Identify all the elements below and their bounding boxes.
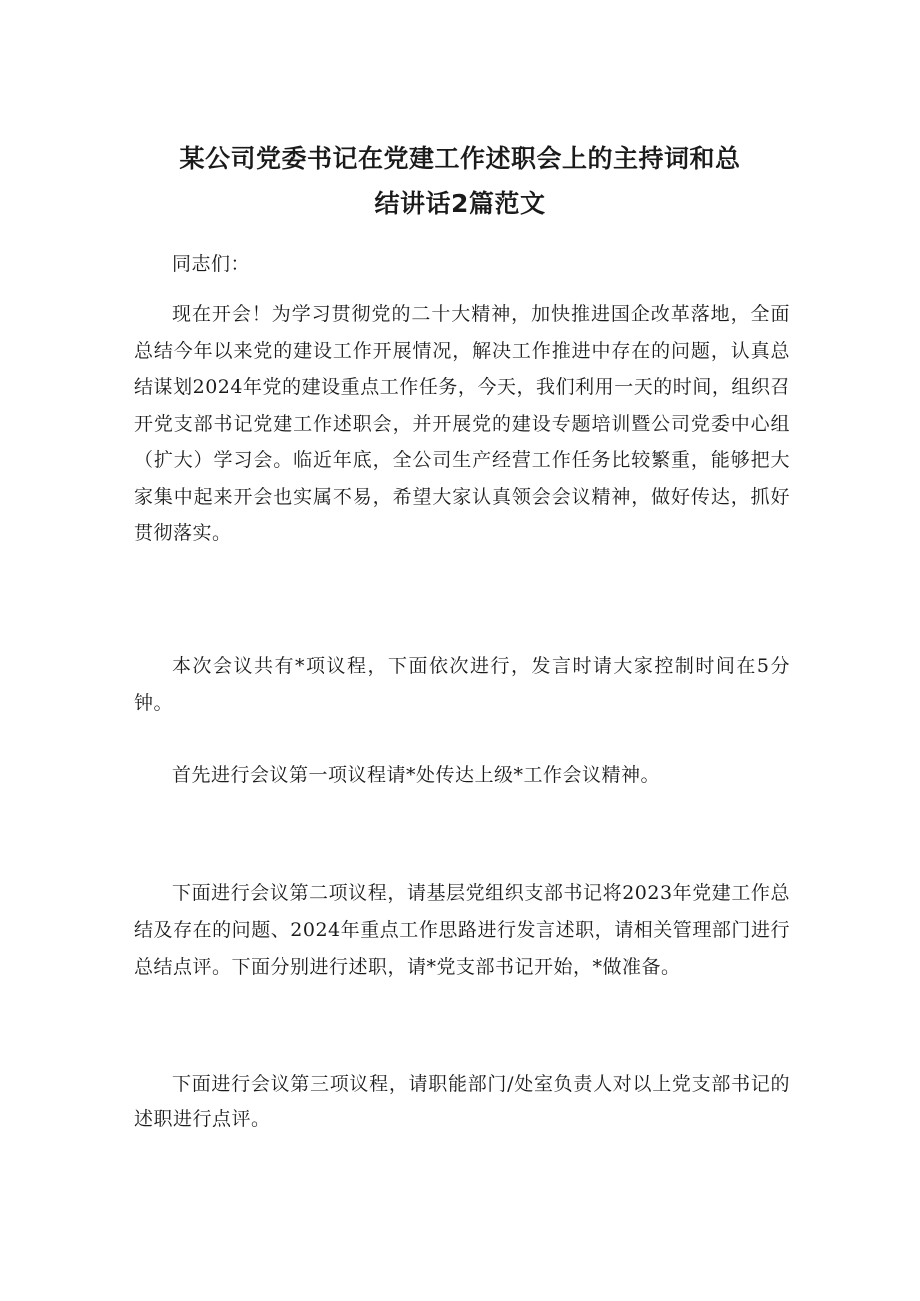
paragraph-agenda: 本次会议共有*项议程，下面依次进行，发言时请大家控制时间在5分钟。 [134,655,790,714]
paragraph-item-three: 下面进行会议第三项议程，请职能部门/处室负责人对以上党支部书记的述职进行点评。 [134,1073,790,1130]
paragraph-opening: 现在开会！为学习贯彻党的二十大精神，加快推进国企改革落地，全面总结今年以来党的建设工作开展情况，解决工作推进中存在的问题，认真总结谋划2024年党的建设重点工作任务，今天，我们利用一天的时间，组织召开党支部书记党建工作述职会，并开展党的建设专题培训暨公司党委中心组（扩大）学习会。临近年底，全公司生产经营工作任务比较繁重，能够把大家集中起来开会也实属不易，希望大家认真领会会议精神，做好传达，抓好贯彻落实。 [134,303,790,544]
greeting: 同志们： [172,253,251,275]
document-title-line-1: 某公司党委书记在党建工作述职会上的主持词和总 [179,144,741,173]
paragraph-item-two: 下面进行会议第二项议程，请基层党组织支部书记将2023年党建工作总结及存在的问题、2024年重点工作思路进行发言述职，请相关管理部门进行总结点评。下面分别进行述职，请*党支部书记开始，*做准备。 [134,882,790,978]
paragraph-item-one: 首先进行会议第一项议程请*处传达上级*工作会议精神。 [172,764,661,786]
document-title-line-2: 结讲话2篇范文 [374,189,546,218]
